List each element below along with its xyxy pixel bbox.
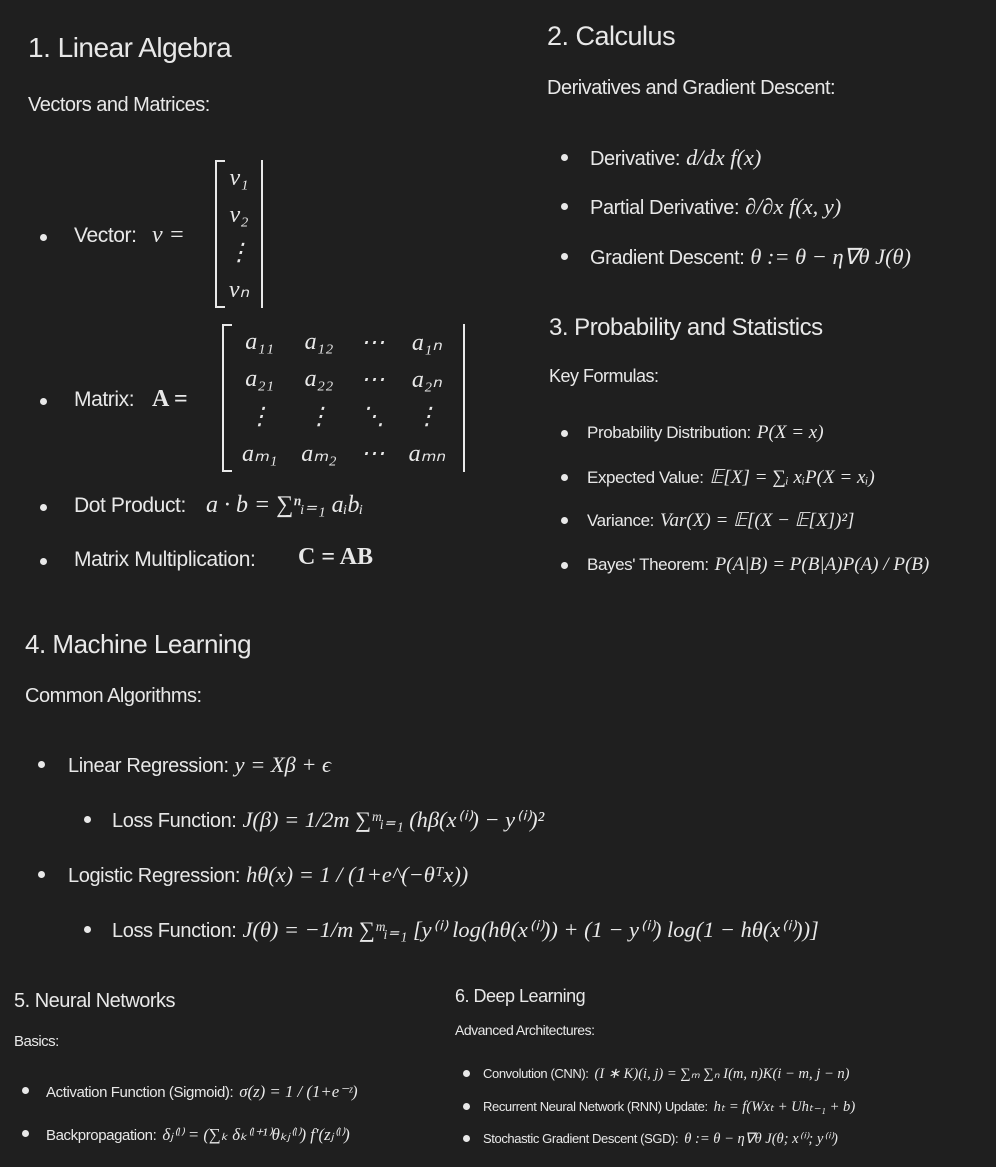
list-item bbox=[587, 554, 929, 576]
section-subtitle: Basics: bbox=[14, 1033, 59, 1050]
bullet bbox=[84, 926, 91, 933]
formula: Var(X) = 𝔼[(X − 𝔼[X])²] bbox=[659, 510, 855, 532]
matrix-entry: aₘₙ bbox=[408, 441, 446, 467]
vector-label: Vector: bbox=[74, 224, 137, 247]
matrix-label: Matrix: bbox=[74, 388, 135, 411]
matrix-entry: ⋮ bbox=[306, 404, 331, 430]
formula-label: Loss Function: bbox=[112, 919, 237, 942]
bullet bbox=[463, 1135, 470, 1142]
bullet bbox=[561, 203, 568, 210]
formula: ∂/∂x f(x, y) bbox=[745, 193, 842, 219]
formula-label: Logistic Regression: bbox=[68, 864, 241, 887]
dot-product-formula: a · b = ∑ⁿᵢ₌₁ aᵢbᵢ bbox=[206, 492, 364, 518]
bullet bbox=[561, 474, 568, 481]
list-item bbox=[483, 1065, 850, 1083]
bullet bbox=[561, 517, 568, 524]
formula-label: Activation Function (Sigmoid): bbox=[46, 1083, 234, 1101]
formula-label: Derivative: bbox=[590, 147, 681, 170]
formula: (I ∗ K)(i, j) = ∑ₘ ∑ₙ I(m, n)K(i − m, j − n) bbox=[594, 1065, 850, 1082]
matrix-entry: ⋱ bbox=[360, 404, 385, 430]
formula-label: Loss Function: bbox=[112, 809, 237, 832]
list-item bbox=[590, 194, 841, 220]
formula-label: Recurrent Neural Network (RNN) Update: bbox=[483, 1098, 708, 1114]
section-subtitle: Vectors and Matrices: bbox=[28, 94, 210, 116]
formula: hθ(x) = 1 / (1+e^(−θᵀx)) bbox=[246, 861, 469, 887]
bullet bbox=[561, 562, 568, 569]
section-title-neural-networks: 5. Neural Networks bbox=[14, 990, 176, 1012]
formula-label: Variance: bbox=[587, 511, 654, 531]
vector-lhs: v = bbox=[152, 222, 185, 248]
formula: P(A|B) = P(B|A)P(A) / P(B) bbox=[714, 554, 930, 576]
bullet bbox=[22, 1130, 29, 1137]
section-title-deep-learning: 6. Deep Learning bbox=[455, 986, 586, 1006]
formula: J(θ) = −1/m ∑ᵐᵢ₌₁ [y⁽ⁱ⁾ log(hθ(x⁽ⁱ⁾)) + (1 − y⁽ⁱ⁾) log(1 − hθ(x⁽ⁱ⁾))] bbox=[242, 916, 819, 942]
list-item bbox=[112, 917, 819, 943]
section-subtitle: Common Algorithms: bbox=[25, 685, 202, 707]
formula-label: Probability Distribution: bbox=[587, 423, 751, 443]
list-item bbox=[587, 509, 854, 532]
bullet bbox=[40, 234, 47, 241]
list-item bbox=[46, 1081, 358, 1102]
matrix-entry: aₘ₂ bbox=[301, 441, 337, 467]
formula-label: Backpropagation: bbox=[46, 1126, 157, 1144]
bullet bbox=[38, 761, 45, 768]
bullet bbox=[463, 1103, 470, 1110]
bullet bbox=[40, 504, 47, 511]
formula: P(X = x) bbox=[756, 422, 824, 444]
matrix-entry: aₘ₁ bbox=[242, 441, 278, 467]
matrix-entry: a₂ₙ bbox=[411, 367, 442, 393]
formula-label: Gradient Descent: bbox=[590, 246, 745, 269]
matrix-entry: a₂₁ bbox=[245, 366, 274, 392]
section-title-calculus: 2. Calculus bbox=[547, 21, 676, 51]
dot-product-label: Dot Product: bbox=[74, 494, 186, 517]
list-item bbox=[483, 1130, 838, 1148]
matrix-entry: ⋯ bbox=[360, 330, 385, 356]
section-title-machine-learning: 4. Machine Learning bbox=[25, 629, 252, 659]
formula: hₜ = f(Wxₜ + Uhₜ₋₁ + b) bbox=[713, 1098, 856, 1115]
bullet bbox=[561, 154, 568, 161]
formula: θ := θ − η∇θ J(θ) bbox=[750, 243, 911, 269]
list-item bbox=[68, 752, 331, 778]
matrix-entry: ⋮ bbox=[414, 404, 439, 430]
list-item bbox=[587, 422, 824, 444]
formula: σ(z) = 1 / (1+e⁻ᶻ) bbox=[239, 1081, 358, 1101]
list-item bbox=[483, 1098, 855, 1116]
matrix-lhs: A = bbox=[152, 386, 188, 412]
formula-label: Expected Value: bbox=[587, 468, 704, 488]
vector-entry: vₙ bbox=[228, 277, 250, 303]
list-item bbox=[68, 862, 468, 888]
formula-label: Bayes' Theorem: bbox=[587, 555, 709, 575]
section-title-linear-algebra: 1. Linear Algebra bbox=[28, 32, 232, 63]
vector-entry: v₂ bbox=[229, 202, 249, 228]
matrix-entry: a₁ₙ bbox=[411, 330, 442, 356]
formula: d/dx f(x) bbox=[686, 144, 762, 170]
list-item bbox=[46, 1124, 350, 1145]
section-subtitle: Key Formulas: bbox=[549, 366, 659, 386]
matrix-entry: a₁₁ bbox=[245, 329, 274, 355]
formula: δⱼ⁽ˡ⁾ = (∑ₖ δₖ⁽ˡ⁺¹⁾θₖⱼ⁽ˡ⁾) f′(zⱼ⁽ˡ⁾) bbox=[162, 1124, 350, 1144]
bullet bbox=[38, 871, 45, 878]
matrix-entry: ⋮ bbox=[247, 404, 272, 430]
bullet bbox=[40, 558, 47, 565]
matrix-entry: ⋯ bbox=[360, 441, 385, 467]
list-item bbox=[590, 145, 761, 171]
bullet bbox=[561, 253, 568, 260]
list-item bbox=[587, 466, 875, 489]
formula: 𝔼[X] = ∑ᵢ xᵢP(X = xᵢ) bbox=[709, 467, 875, 489]
formula: J(β) = 1/2m ∑ᵐᵢ₌₁ (hβ(x⁽ⁱ⁾) − y⁽ⁱ⁾)² bbox=[242, 806, 545, 832]
list-item bbox=[590, 244, 911, 270]
formula-label: Convolution (CNN): bbox=[483, 1065, 589, 1081]
matrix-multiplication-formula: C = AB bbox=[298, 544, 374, 570]
matrix-multiplication-label: Matrix Multiplication: bbox=[74, 548, 256, 571]
matrix-a bbox=[222, 324, 465, 477]
formula: θ := θ − η∇θ J(θ; x⁽ⁱ⁾; y⁽ⁱ⁾) bbox=[684, 1130, 838, 1147]
matrix-entry: ⋯ bbox=[360, 367, 385, 393]
formula: y = Xβ + ϵ bbox=[234, 751, 332, 777]
formula-label: Partial Derivative: bbox=[590, 196, 740, 219]
bullet bbox=[40, 398, 47, 405]
matrix-entry: a₂₂ bbox=[304, 366, 334, 392]
bullet bbox=[561, 430, 568, 437]
formula-label: Linear Regression: bbox=[68, 754, 229, 777]
section-subtitle: Derivatives and Gradient Descent: bbox=[547, 77, 836, 99]
list-item bbox=[112, 807, 544, 833]
section-subtitle: Advanced Architectures: bbox=[455, 1022, 595, 1038]
section-title-probability: 3. Probability and Statistics bbox=[549, 314, 823, 341]
vector-matrix bbox=[215, 160, 263, 313]
bullet bbox=[84, 816, 91, 823]
vector-entry: v₁ bbox=[229, 165, 249, 191]
bullet bbox=[22, 1087, 29, 1094]
vector-entry: ⋮ bbox=[227, 240, 251, 266]
bullet bbox=[463, 1070, 470, 1077]
matrix-entry: a₁₂ bbox=[304, 329, 334, 355]
formula-label: Stochastic Gradient Descent (SGD): bbox=[483, 1130, 679, 1146]
